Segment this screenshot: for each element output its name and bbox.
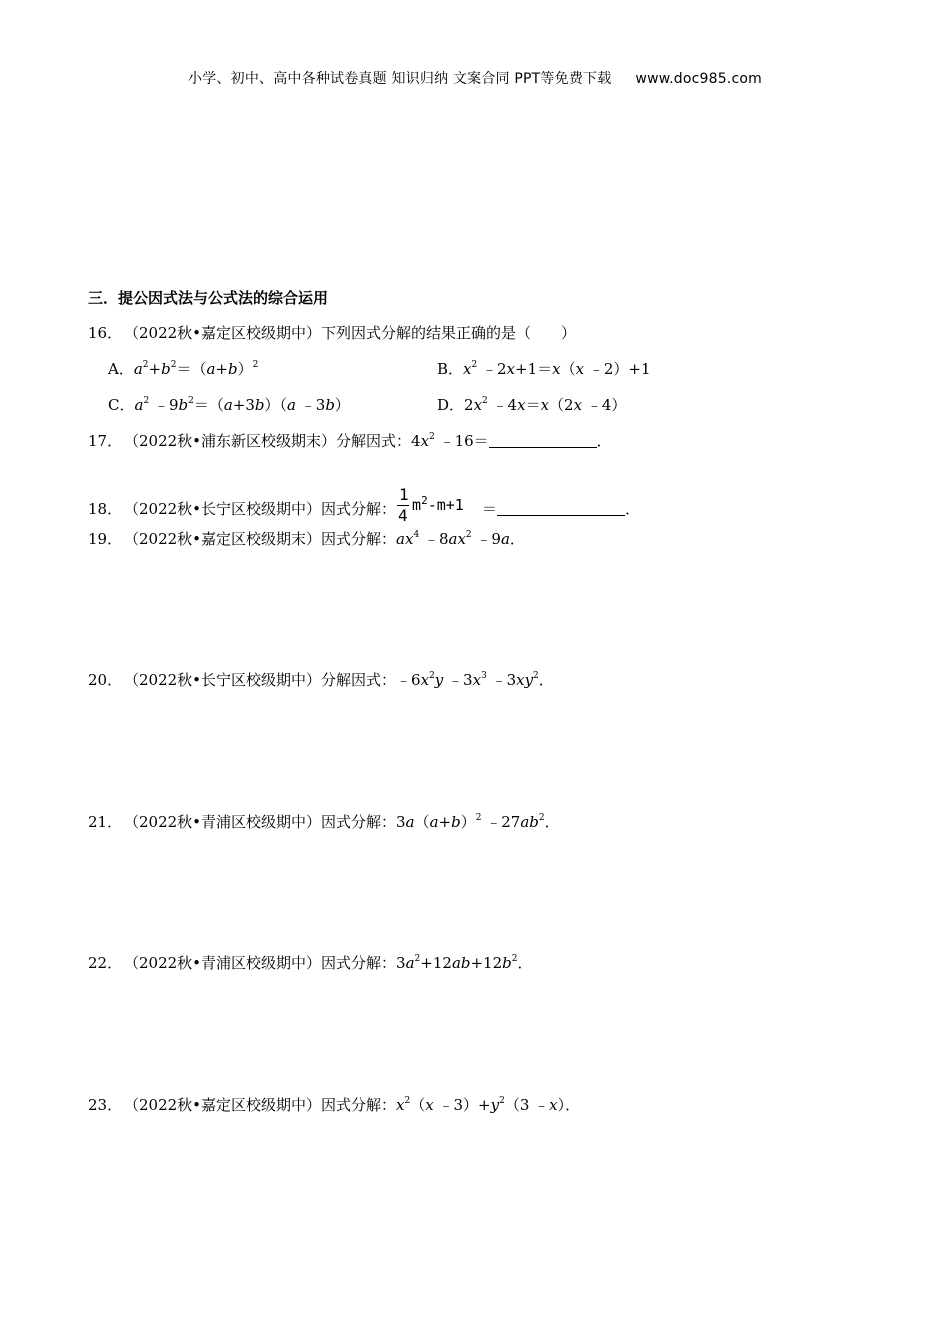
- question-source: （2022秋•浦东新区校级期末）: [124, 432, 337, 450]
- question-text: 分解因式：: [336, 432, 412, 450]
- question-18: 18． （2022秋•长宁区校级期中）因式分解： 1 4 $m^2-m+1$ ＝ ．: [88, 485, 641, 525]
- option-b: [437, 358, 651, 379]
- question-text: 因式分解：: [321, 813, 397, 831]
- question-number: 19．: [88, 530, 123, 548]
- option-formula: $2x^2$ ﹣4x＝x（2x ﹣4）: [464, 396, 627, 414]
- question-number: 20．: [88, 671, 123, 689]
- question-16: [88, 322, 576, 343]
- answer-blank[interactable]: [497, 501, 625, 516]
- question-formula: $3a^2+12ab+12b^2$．: [396, 954, 533, 972]
- question-text: 分解因式：: [321, 671, 397, 689]
- question-source: （2022秋•长宁区校级期中）: [124, 500, 322, 518]
- option-a: [108, 358, 258, 379]
- option-d: [437, 394, 626, 415]
- question-source: （2022秋•青浦区校级期中）: [124, 954, 322, 972]
- question-number: 22．: [88, 954, 123, 972]
- question-source: （2022秋•嘉定区校级期末）: [124, 530, 322, 548]
- option-formula: $a^2+b^2=(a+b)^2$: [133, 360, 259, 378]
- question-text: 因式分解：: [321, 500, 397, 518]
- answer-blank[interactable]: [489, 433, 597, 448]
- question-19: [88, 528, 525, 549]
- question-21: [88, 811, 560, 832]
- question-22: [88, 952, 533, 973]
- question-text: 因式分解：: [321, 530, 397, 548]
- question-number: 16．: [88, 324, 123, 342]
- question-formula: $ax^4$ $﹣8ax^2$ ﹣9a．: [396, 530, 525, 548]
- section-title: 三．提公因式法与公式法的综合运用: [88, 289, 329, 307]
- question-text: 因式分解：: [321, 1096, 397, 1114]
- question-number: 17．: [88, 432, 123, 450]
- question-20: [88, 669, 554, 690]
- option-label: D．: [437, 396, 465, 414]
- question-formula: $﹣6x^2y$ $﹣3x^3$ $﹣3xy^2$．: [396, 671, 554, 689]
- header-text: 小学、初中、高中各种试卷真题 知识归纳 文案合同 PPT等免费下载: [188, 71, 612, 87]
- question-formula: $3a(a+b)^2$ $﹣27ab^2$．: [396, 813, 560, 831]
- question-text: 因式分解：: [321, 954, 397, 972]
- option-formula: $x^2$ ﹣2x+1＝x（x ﹣2）+1: [463, 360, 651, 378]
- option-c: [108, 394, 350, 415]
- page-header: [0, 68, 950, 88]
- option-label: A．: [108, 360, 134, 378]
- question-source: （2022秋•青浦区校级期中）: [124, 813, 322, 831]
- option-label: B．: [437, 360, 464, 378]
- fraction-formula-image: 1 4 $m^2-m+1$: [398, 485, 464, 525]
- question-text: 下列因式分解的结果正确的是（ ）: [321, 324, 577, 342]
- question-source: （2022秋•嘉定区校级期中）: [124, 324, 322, 342]
- question-formula: $4x^2$ ﹣16＝: [411, 432, 489, 450]
- option-formula: $a^2$ $﹣9b^2=(a+3b)(a$ ﹣3b）: [134, 396, 350, 414]
- option-label: C．: [108, 396, 135, 414]
- header-site: www.doc985.com: [635, 71, 762, 87]
- question-number: 23．: [88, 1096, 123, 1114]
- question-formula: $x^2(x$ $﹣3)+y^2(3$ ﹣x）．: [396, 1096, 581, 1114]
- question-source: （2022秋•嘉定区校级期中）: [124, 1096, 322, 1114]
- question-source: （2022秋•长宁区校级期中）: [124, 671, 322, 689]
- question-23: [88, 1094, 580, 1115]
- question-number: 21．: [88, 813, 123, 831]
- question-number: 18．: [88, 500, 123, 518]
- question-17: 17． （2022秋•浦东新区校级期末）分解因式：$4x^2$ ﹣16＝ ．: [88, 432, 612, 450]
